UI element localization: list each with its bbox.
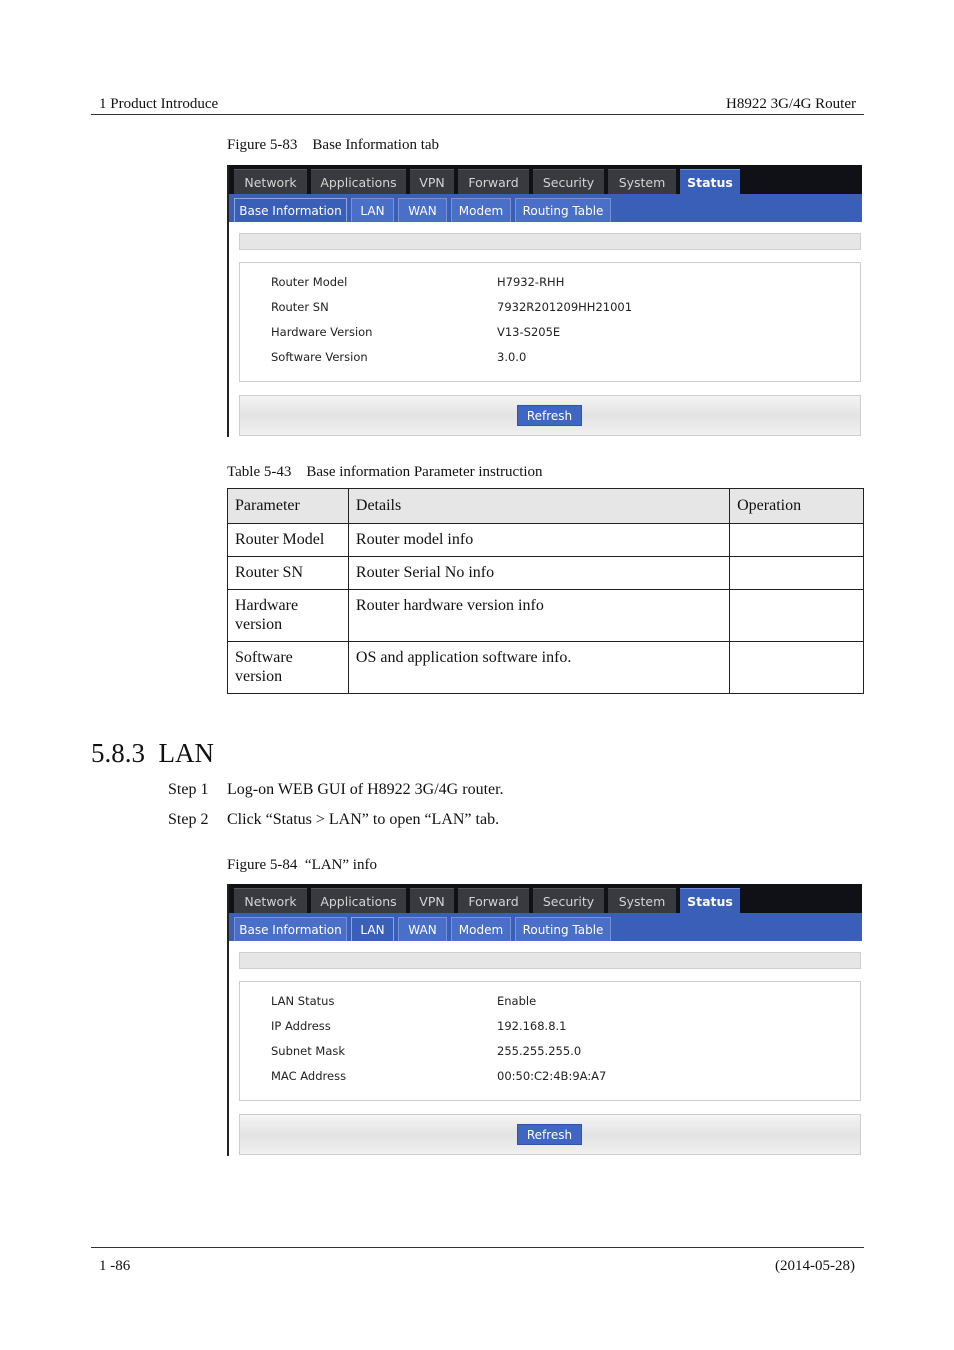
document-date: (2014-05-28) [775,1258,855,1274]
table-cell [730,557,864,590]
info-box [239,981,861,1101]
step-1 [168,781,504,799]
table-cell: Software version [228,642,349,694]
tab-network[interactable]: Network [234,169,307,195]
step-label: Step 1 [168,781,209,798]
refresh-button[interactable]: Refresh [517,405,582,426]
tab-system[interactable]: System [608,888,676,914]
figure-caption: Figure 5-83 Base Information tab [227,137,440,153]
info-box [239,262,861,382]
label-ip-address: IP Address [271,1019,331,1033]
value-software-version: 3.0.0 [497,350,527,364]
step-label: Step 2 [168,811,209,828]
tab-status[interactable]: Status [680,888,740,914]
column-header-parameter: Parameter [228,489,349,524]
info-title-strip [239,233,861,250]
tab-system[interactable]: System [608,169,676,195]
subtab-base-information[interactable]: Base Information [234,917,347,941]
value-subnet-mask: 255.255.255.0 [497,1044,582,1058]
value-mac-address: 00:50:C2:4B:9A:A7 [497,1069,607,1083]
subtab-lan[interactable]: LAN [351,198,394,222]
label-lan-status: LAN Status [271,994,335,1008]
tab-vpn[interactable]: VPN [410,888,454,914]
header-product: H8922 3G/4G Router [726,96,856,112]
value-hardware-version: V13-S205E [497,325,561,339]
subtab-lan[interactable]: LAN [351,917,394,941]
table-cell: Router Serial No info [348,557,729,590]
tab-status[interactable]: Status [680,169,740,195]
value-router-sn: 7932R201209HH21001 [497,300,633,314]
sub-nav [229,913,862,941]
button-bar [239,1114,861,1155]
footer-rule [91,1247,864,1248]
subtab-routing-table[interactable]: Routing Table [515,917,611,941]
table-cell [730,590,864,642]
table-cell: Router Model [228,524,349,557]
label-software-version: Software Version [271,350,368,364]
sub-nav [229,194,862,222]
value-router-model: H7932-RHH [497,275,565,289]
tab-network[interactable]: Network [234,888,307,914]
step-text: Click “Status > LAN” to open “LAN” tab. [227,811,500,828]
header-chapter: 1 Product Introduce [99,96,219,112]
tab-forward[interactable]: Forward [458,888,529,914]
router-gui-lan-info [227,884,862,1156]
table-caption: Table 5-43 Base information Parameter instruction [227,464,543,480]
button-bar [239,395,861,436]
table-row [228,590,864,642]
label-router-sn: Router SN [271,300,329,314]
router-gui-base-info [227,165,862,437]
parameter-table [227,488,864,694]
value-ip-address: 192.168.8.1 [497,1019,567,1033]
column-header-operation: Operation [730,489,864,524]
table-cell: Router model info [348,524,729,557]
table-cell: Router SN [228,557,349,590]
subtab-wan[interactable]: WAN [398,917,447,941]
info-title-strip [239,952,861,969]
page-number: 1 -86 [99,1258,131,1274]
table-cell: Router hardware version info [348,590,729,642]
label-subnet-mask: Subnet Mask [271,1044,346,1058]
subtab-wan[interactable]: WAN [398,198,447,222]
tab-forward[interactable]: Forward [458,169,529,195]
table-row [228,557,864,590]
table-row [228,524,864,557]
table-row [228,642,864,694]
step-2 [168,811,499,829]
tab-vpn[interactable]: VPN [410,169,454,195]
top-nav [229,884,862,913]
label-hardware-version: Hardware Version [271,325,373,339]
subtab-base-information[interactable]: Base Information [234,198,347,222]
table-header-row [228,489,864,524]
top-nav [229,165,862,194]
value-lan-status: Enable [497,994,537,1008]
section-heading: 5.8.3 LAN [91,738,214,768]
label-mac-address: MAC Address [271,1069,347,1083]
table-cell: Hardware version [228,590,349,642]
tab-applications[interactable]: Applications [311,888,406,914]
table-cell [730,642,864,694]
table-cell: OS and application software info. [348,642,729,694]
tab-security[interactable]: Security [533,888,604,914]
tab-security[interactable]: Security [533,169,604,195]
table-cell [730,524,864,557]
subtab-modem[interactable]: Modem [451,198,511,222]
subtab-routing-table[interactable]: Routing Table [515,198,611,222]
tab-applications[interactable]: Applications [311,169,406,195]
refresh-button[interactable]: Refresh [517,1124,582,1145]
step-text: Log-on WEB GUI of H8922 3G/4G router. [227,781,504,798]
label-router-model: Router Model [271,275,348,289]
column-header-details: Details [348,489,729,524]
subtab-modem[interactable]: Modem [451,917,511,941]
figure-caption: Figure 5-84 “LAN” info [227,857,377,873]
header-rule [91,114,864,115]
